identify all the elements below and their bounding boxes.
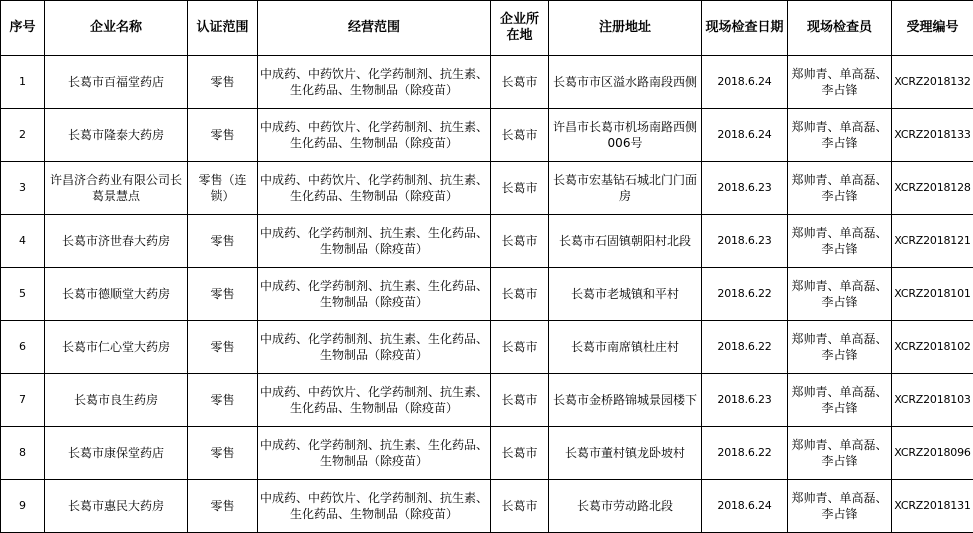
- cell-address: 长葛市南席镇杜庄村: [549, 321, 702, 374]
- cell-inspectors: 郑帅青、单高磊、李占锋: [788, 374, 892, 427]
- cell-location: 长葛市: [491, 215, 549, 268]
- cell-scope: 零售: [188, 427, 258, 480]
- cell-address: 长葛市金桥路锦城景园楼下: [549, 374, 702, 427]
- cell-address: 许昌市长葛市机场南路西侧006号: [549, 109, 702, 162]
- cell-date: 2018.6.22: [702, 427, 788, 480]
- cell-date: 2018.6.24: [702, 56, 788, 109]
- cell-no: 8: [1, 427, 45, 480]
- cell-business: 中成药、中药饮片、化学药制剂、抗生素、生化药品、生物制品（除疫苗）: [258, 56, 491, 109]
- table-row: [1, 480, 973, 533]
- cell-name: 长葛市百福堂药店: [45, 56, 188, 109]
- cell-inspectors: 郑帅青、单高磊、李占锋: [788, 215, 892, 268]
- cell-address: 长葛市劳动路北段: [549, 480, 702, 533]
- header-no: 序号: [1, 1, 45, 56]
- cell-inspectors: 郑帅青、单高磊、李占锋: [788, 480, 892, 533]
- cell-date: 2018.6.23: [702, 162, 788, 215]
- cell-name: 长葛市德顺堂大药房: [45, 268, 188, 321]
- table-row: [1, 268, 973, 321]
- cell-business: 中成药、中药饮片、化学药制剂、抗生素、生化药品、生物制品（除疫苗）: [258, 480, 491, 533]
- header-business: 经营范围: [258, 1, 491, 56]
- cell-address: 长葛市石固镇朝阳村北段: [549, 215, 702, 268]
- cell-date: 2018.6.24: [702, 480, 788, 533]
- cell-business: 中成药、化学药制剂、抗生素、生化药品、生物制品（除疫苗）: [258, 215, 491, 268]
- cell-location: 长葛市: [491, 109, 549, 162]
- cell-code: XCRZ2018102: [892, 321, 973, 374]
- cell-scope: 零售: [188, 480, 258, 533]
- table-row: [1, 427, 973, 480]
- header-inspectors: 现场检查员: [788, 1, 892, 56]
- cell-business: 中成药、化学药制剂、抗生素、生化药品、生物制品（除疫苗）: [258, 268, 491, 321]
- table-row: [1, 56, 973, 109]
- cell-inspectors: 郑帅青、单高磊、李占锋: [788, 109, 892, 162]
- cell-date: 2018.6.24: [702, 109, 788, 162]
- cell-scope: 零售: [188, 374, 258, 427]
- cell-no: 3: [1, 162, 45, 215]
- cell-scope: 零售（连锁）: [188, 162, 258, 215]
- cell-location: 长葛市: [491, 374, 549, 427]
- cell-inspectors: 郑帅青、单高磊、李占锋: [788, 427, 892, 480]
- cell-scope: 零售: [188, 109, 258, 162]
- cell-business: 中成药、中药饮片、化学药制剂、抗生素、生化药品、生物制品（除疫苗）: [258, 374, 491, 427]
- cell-date: 2018.6.23: [702, 374, 788, 427]
- cell-no: 9: [1, 480, 45, 533]
- cell-inspectors: 郑帅青、单高磊、李占锋: [788, 162, 892, 215]
- cell-name: 长葛市仁心堂大药房: [45, 321, 188, 374]
- cell-date: 2018.6.23: [702, 215, 788, 268]
- cell-code: XCRZ2018128: [892, 162, 973, 215]
- cell-business: 中成药、中药饮片、化学药制剂、抗生素、生化药品、生物制品（除疫苗）: [258, 109, 491, 162]
- cell-inspectors: 郑帅青、单高磊、李占锋: [788, 56, 892, 109]
- header-name: 企业名称: [45, 1, 188, 56]
- cell-code: XCRZ2018103: [892, 374, 973, 427]
- header-row: [1, 1, 973, 56]
- header-location: 企业所在地: [491, 1, 549, 56]
- cell-code: XCRZ2018101: [892, 268, 973, 321]
- header-date: 现场检查日期: [702, 1, 788, 56]
- header-scope: 认证范围: [188, 1, 258, 56]
- table-row: [1, 109, 973, 162]
- table-row: [1, 374, 973, 427]
- cell-name: 许昌济合药业有限公司长葛景慧点: [45, 162, 188, 215]
- cell-name: 长葛市康保堂药店: [45, 427, 188, 480]
- cell-no: 4: [1, 215, 45, 268]
- cell-location: 长葛市: [491, 321, 549, 374]
- header-address: 注册地址: [549, 1, 702, 56]
- cell-inspectors: 郑帅青、单高磊、李占锋: [788, 321, 892, 374]
- cell-name: 长葛市良生药房: [45, 374, 188, 427]
- table-row: [1, 321, 973, 374]
- cell-business: 中成药、中药饮片、化学药制剂、抗生素、生化药品、生物制品（除疫苗）: [258, 162, 491, 215]
- cell-code: XCRZ2018133: [892, 109, 973, 162]
- cell-name: 长葛市济世春大药房: [45, 215, 188, 268]
- table-row: [1, 162, 973, 215]
- cell-scope: 零售: [188, 268, 258, 321]
- table-row: [1, 215, 973, 268]
- cell-name: 长葛市惠民大药房: [45, 480, 188, 533]
- cell-date: 2018.6.22: [702, 321, 788, 374]
- cell-location: 长葛市: [491, 162, 549, 215]
- cell-no: 1: [1, 56, 45, 109]
- cell-business: 中成药、化学药制剂、抗生素、生化药品、生物制品（除疫苗）: [258, 427, 491, 480]
- cell-no: 5: [1, 268, 45, 321]
- cell-code: XCRZ2018131: [892, 480, 973, 533]
- cell-name: 长葛市隆泰大药房: [45, 109, 188, 162]
- header-code: 受理编号: [892, 1, 973, 56]
- cell-address: 长葛市市区溢水路南段西侧: [549, 56, 702, 109]
- cell-scope: 零售: [188, 321, 258, 374]
- cell-address: 长葛市董村镇龙卧坡村: [549, 427, 702, 480]
- cell-scope: 零售: [188, 56, 258, 109]
- cell-code: XCRZ2018096: [892, 427, 973, 480]
- cell-code: XCRZ2018132: [892, 56, 973, 109]
- cell-location: 长葛市: [491, 56, 549, 109]
- cell-location: 长葛市: [491, 268, 549, 321]
- cell-no: 2: [1, 109, 45, 162]
- cell-no: 7: [1, 374, 45, 427]
- cell-address: 长葛市老城镇和平村: [549, 268, 702, 321]
- cell-location: 长葛市: [491, 480, 549, 533]
- cell-address: 长葛市宏基钻石城北门门面房: [549, 162, 702, 215]
- cell-location: 长葛市: [491, 427, 549, 480]
- cell-business: 中成药、化学药制剂、抗生素、生化药品、生物制品（除疫苗）: [258, 321, 491, 374]
- cell-scope: 零售: [188, 215, 258, 268]
- cell-inspectors: 郑帅青、单高磊、李占锋: [788, 268, 892, 321]
- cell-code: XCRZ2018121: [892, 215, 973, 268]
- cell-date: 2018.6.22: [702, 268, 788, 321]
- cell-no: 6: [1, 321, 45, 374]
